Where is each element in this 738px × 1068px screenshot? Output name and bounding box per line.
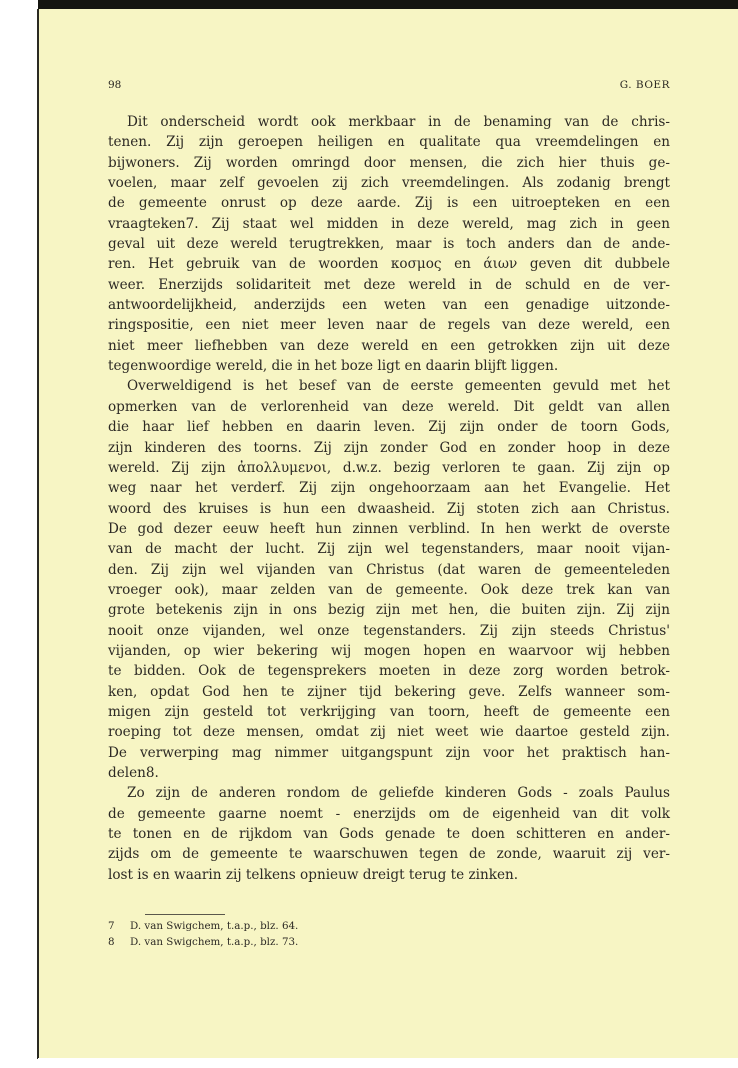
text-line: vraagteken7. Zij staat wel midden in deze wereld, mag zich in geen: [108, 215, 670, 232]
text-line: te bidden. Ook de tegensprekers moeten in deze zorg worden betrok-: [108, 663, 670, 680]
footnotes: [108, 918, 508, 950]
text-line: de gemeente gaarne noemt - enerzijds om de eigenheid van dit volk: [108, 805, 670, 822]
text-line: Dit onderscheid wordt ook merkbaar in de benaming van de chris-: [127, 114, 670, 130]
text-line: ken, opdat God hen te zijner tijd bekering geve. Zelfs wanneer som-: [108, 683, 670, 700]
text-line: wereld. Zij zijn ἀπολλυμενοι, d.w.z. bezig verloren te gaan. Zij zijn op: [108, 459, 670, 476]
page-number: 98: [108, 79, 122, 91]
text-line: ringspositie, een niet meer leven naar de regels van deze wereld, een: [108, 317, 670, 334]
text-line: vijanden, op wier bekering wij mogen hopen en waarvoor wij hebben: [108, 642, 670, 659]
paragraph: [108, 783, 670, 885]
text-line: de gemeente onrust op deze aarde. Zij is een uitroepteken en een: [108, 195, 670, 212]
page-header: [108, 79, 670, 97]
running-head: G. BOER: [619, 79, 670, 91]
body-text: [108, 112, 670, 885]
footnote: [108, 918, 508, 934]
text-line: te tonen en de rijkdom van Gods genade te doen schitteren en ander-: [108, 826, 670, 843]
text-line: zijn kinderen des toorns. Zij zijn zonder God en zonder hoop in deze: [108, 439, 670, 456]
footnote-divider: [145, 914, 225, 915]
text-line: migen zijn gesteld tot verkrijging van toorn, heeft de gemeente een: [108, 703, 670, 720]
text-line: weer. Enerzijds solidariteit met deze wereld in de schuld en de ver-: [108, 276, 670, 293]
footnote: [108, 934, 508, 950]
text-line: grote betekenis zijn in ons bezig zijn met hen, die buiten zijn. Zij zijn: [108, 602, 670, 619]
text-line: niet meer liefhebben van deze wereld en een getrokken zijn uit deze: [108, 337, 670, 354]
text-line: antwoordelijkheid, anderzijds een weten van een genadige uitzonde-: [108, 297, 670, 314]
text-line: nooit onze vijanden, wel onze tegenstanders. Zij zijn steeds Christus': [108, 622, 670, 639]
text-line: De god dezer eeuw heeft hun zinnen verblind. In hen werkt de overste: [108, 520, 670, 537]
text-line: den. Zij zijn wel vijanden van Christus (dat waren de gemeenteleden: [108, 561, 670, 578]
text-line: ren. Het gebruik van de woorden κοσμος en άιων geven dit dubbele: [108, 256, 670, 273]
text-line: De verwerping mag nimmer uitgangspunt zijn voor het praktisch han-: [108, 744, 670, 761]
text-line: delen8.: [108, 765, 159, 781]
text-line: voelen, maar zelf gevoelen zij zich vreemdelingen. Als zodanig brengt: [108, 175, 670, 192]
text-line: woord des kruises is hun een dwaasheid. Zij stoten zich aan Christus.: [108, 500, 670, 517]
text-line: van de macht der lucht. Zij zijn wel tegenstanders, maar nooit vijan-: [108, 541, 670, 558]
text-line: Zo zijn de anderen rondom de geliefde kinderen Gods - zoals Paulus: [127, 785, 670, 802]
text-line: weg naar het verderf. Zij zijn ongehoorzaam aan het Evangelie. Het: [108, 480, 670, 497]
paragraph: [108, 376, 670, 783]
text-line: roeping tot deze mensen, omdat zij niet weet wie daartoe gesteld zijn.: [108, 724, 670, 741]
text-line: zijds om de gemeente te waarschuwen tegen de zonde, waaruit zij ver-: [108, 846, 670, 863]
text-line: die haar lief hebben en daarin leven. Zij zijn onder de toorn Gods,: [108, 419, 670, 436]
text-line: opmerken van de verlorenheid van deze wereld. Dit geldt van allen: [108, 398, 670, 415]
text-line: vroeger ook), maar zelden van de gemeente. Ook deze trek kan van: [108, 581, 670, 598]
scan-bottom-edge: [38, 1058, 738, 1068]
footnote-text: D. van Swigchem, t.a.p., blz. 64.: [130, 920, 299, 932]
text-line: bijwoners. Zij worden omringd door mensen, die zich hier thuis ge-: [108, 154, 670, 171]
text-line: tegenwoordige wereld, die in het boze ligt en daarin blijft liggen.: [108, 358, 559, 375]
footnote-number: 7: [108, 920, 115, 932]
paragraph: [108, 112, 670, 376]
text-line: geval uit deze wereld terugtrekken, maar is toch anders dan de ande-: [108, 236, 670, 253]
text-line: lost is en waarin zij telkens opnieuw dreigt terug te zinken.: [108, 866, 519, 883]
text-line: tenen. Zij zijn geroepen heiligen en qualitate qua vreemdelingen en: [108, 134, 670, 151]
footnote-text: D. van Swigchem, t.a.p., blz. 73.: [130, 936, 299, 948]
footnote-number: 8: [108, 936, 115, 948]
text-line: Overweldigend is het besef van de eerste gemeenten gevuld met het: [127, 378, 670, 395]
